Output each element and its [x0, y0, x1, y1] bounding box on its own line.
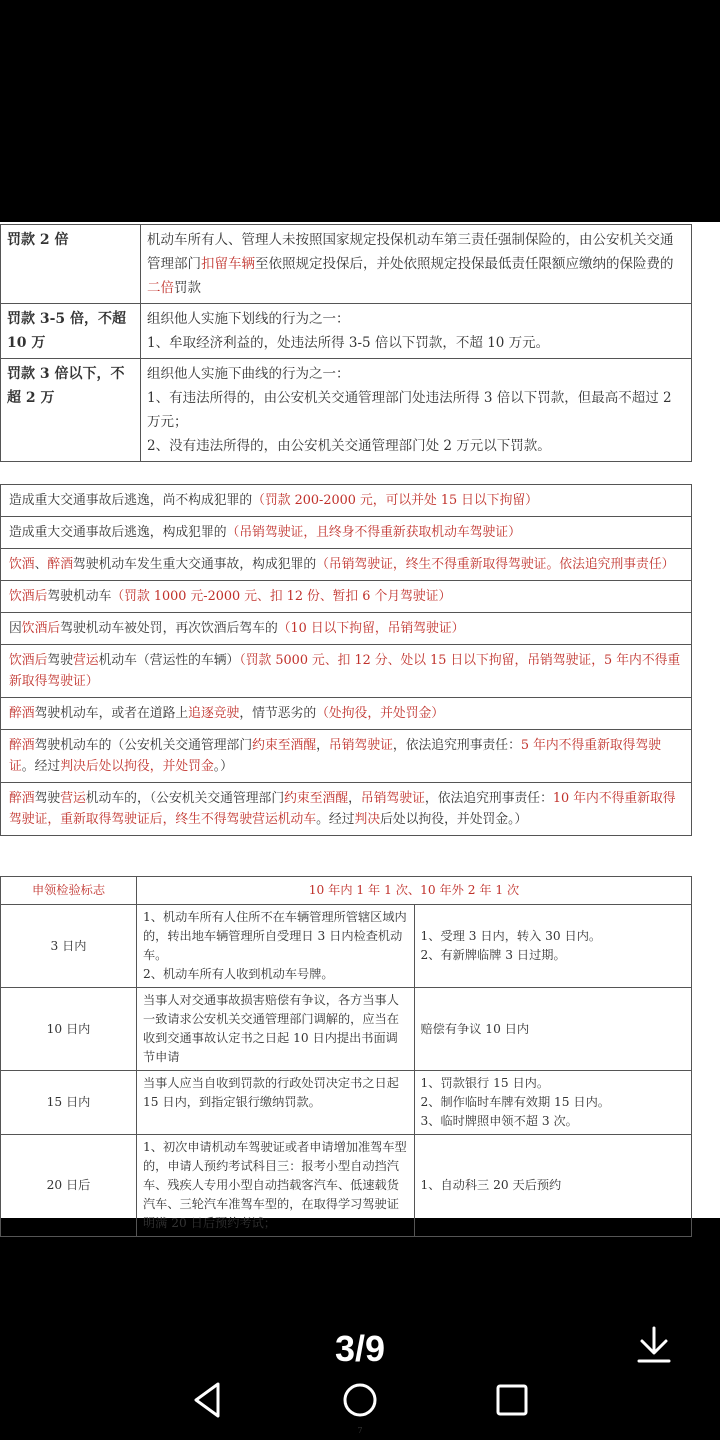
- highlight-text: 5 年内不得重新取得驾驶证: [9, 738, 662, 774]
- deadline-row: [1, 988, 692, 1071]
- summary-line: 1、自动科三 20 天后预约: [420, 1178, 562, 1192]
- download-icon[interactable]: [636, 1326, 672, 1364]
- body-text: 组织他人实施下划线的行为之一：: [147, 311, 350, 327]
- fine-row: [1, 359, 692, 462]
- back-triangle-icon[interactable]: [186, 1378, 230, 1422]
- body-text: 。经过: [316, 812, 355, 827]
- deadline-label-cell: 10 日内: [1, 988, 137, 1071]
- deadline-summary-cell: [414, 988, 692, 1071]
- highlight-text: 醉酒: [9, 791, 35, 806]
- highlight-text: 营运: [72, 653, 99, 668]
- summary-line: 2、制作临时车牌有效期 15 日内。: [420, 1095, 610, 1109]
- detail-line: 1、初次申请机动车驾驶证或者申请增加准驾车型的，申请人预约考试科目三：报考小型自动挡汽车、残疾人专用小型自动挡载客汽车、低速载货汽车、三轮汽车准驾车型的，在取得学习驾驶证明满 20 日后预约考试；: [143, 1140, 407, 1230]
- deadline-row: [1, 905, 692, 988]
- fine-type-cell: 罚款 2 倍: [1, 225, 141, 304]
- rule-row: [1, 698, 692, 730]
- highlight-text: 饮酒后: [9, 653, 48, 668]
- body-text: 驾驶: [47, 653, 73, 668]
- highlight-text: 饮酒后: [21, 621, 61, 636]
- fine-desc-cell: [141, 304, 692, 359]
- body-text: 驾驶机动车的（公安机关交通管理部门: [34, 738, 253, 753]
- body-text: 至依照规定投保后，并处依照规定投保最低责任限额应缴纳的保险费的: [255, 256, 674, 272]
- highlight-text: （10 日以下拘留，吊销驾驶证）: [277, 621, 465, 636]
- highlight-text: （罚款 5000 元、扣 12 分、处以 15 日以下拘留，吊销驾驶证，5 年内不得重新取得驾驶证）: [9, 653, 681, 689]
- recents-square-icon[interactable]: [490, 1378, 534, 1422]
- body-text: ，依法追究刑事责任：: [392, 738, 521, 753]
- highlight-text: 约束至酒醒: [284, 791, 349, 806]
- body-text: 。）: [213, 759, 233, 774]
- body-text: 2、没有违法所得的，由公安机关交通管理部门处 2 万元以下罚款。: [147, 438, 551, 454]
- deadline-summary-cell: [414, 1135, 692, 1237]
- body-text: 、: [34, 557, 48, 572]
- highlight-text: 营运: [60, 791, 86, 806]
- highlight-text: 吊销驾驶证: [360, 791, 425, 806]
- detail-line: 1、机动车所有人住所不在车辆管理所管辖区域内的，转出地车辆管理所自受理日 3 日内检查机动车。: [143, 910, 407, 962]
- header-cell-inspection: 申领检验标志: [1, 877, 137, 905]
- body-text: 。经过: [21, 759, 61, 774]
- body-text: 1、牟取经济利益的，处违法所得 3-5 倍以下罚款，不超 10 万元。: [147, 335, 550, 351]
- rule-row: [1, 730, 692, 783]
- fine-row: [1, 304, 692, 359]
- highlight-text: 判决后处以拘役，并处罚金: [60, 759, 214, 774]
- body-text: ，: [316, 738, 329, 753]
- rule-cell: [1, 698, 692, 730]
- highlight-text: 判决: [354, 812, 381, 827]
- rule-cell: [1, 613, 692, 645]
- deadline-row: [1, 1071, 692, 1135]
- highlight-text: （处拘役，并处罚金）: [316, 706, 445, 721]
- body-text: ，依法追究刑事责任：: [424, 791, 553, 806]
- fine-type-cell: 罚款 3 倍以下，不超 2 万: [1, 359, 141, 462]
- summary-line: 2、有新牌临牌 3 日过期。: [420, 948, 566, 962]
- highlight-text: 醉酒: [47, 557, 73, 572]
- page-counter: 3/9: [334, 1328, 386, 1369]
- system-nav-bar: [0, 1378, 720, 1422]
- body-text: 因: [9, 621, 22, 636]
- highlight-text: （罚款 200-2000 元，可以并处 15 日以下拘留）: [252, 493, 538, 508]
- detail-line: 2、机动车所有人收到机动车号牌。: [143, 967, 334, 981]
- rule-row: [1, 783, 692, 836]
- summary-line: 3、临时牌照申领不超 3 次。: [420, 1114, 578, 1128]
- body-text: 驾驶: [34, 791, 61, 806]
- rule-cell: [1, 485, 692, 517]
- highlight-text: 约束至酒醒: [252, 738, 317, 753]
- highlight-text: 饮酒: [9, 557, 35, 572]
- page-number: 7: [357, 1426, 363, 1435]
- rule-cell: [1, 730, 692, 783]
- highlight-text: 醉酒: [9, 706, 35, 721]
- fine-table: [0, 224, 692, 462]
- body-text: 驾驶机动车发生重大交通事故，构成犯罪的: [72, 557, 317, 572]
- body-text: 驾驶机动车: [47, 589, 112, 604]
- body-text: 机动车的，（公安机关交通管理部门: [85, 791, 285, 806]
- body-text: 罚款: [174, 280, 201, 296]
- rule-cell: [1, 549, 692, 581]
- highlight-text: 醉酒: [9, 738, 35, 753]
- deadline-summary-cell: [414, 1071, 692, 1135]
- body-text: 驾驶机动车被处罚，再次饮酒后驾车的: [60, 621, 278, 636]
- detail-line: 当事人应当自收到罚款的行政处罚决定书之日起 15 日内，到指定银行缴纳罚款。: [143, 1076, 399, 1109]
- highlight-text: （罚款 1000 元-2000 元、扣 12 份、暂扣 6 个月驾驶证）: [111, 589, 452, 604]
- body-text: 驾驶机动车，或者在道路上: [34, 706, 189, 721]
- rule-row: [1, 517, 692, 549]
- highlight-text: 追逐竞驶: [188, 706, 240, 721]
- fine-desc-cell: [141, 225, 692, 304]
- highlight-text: 二倍: [147, 280, 174, 296]
- rule-cell: [1, 581, 692, 613]
- highlight-text: 饮酒后: [9, 589, 48, 604]
- rule-cell: [1, 783, 692, 836]
- rule-cell: [1, 517, 692, 549]
- summary-line: 赔偿有争议 10 日内: [420, 1021, 530, 1036]
- body-text: 造成重大交通事故后逃逸，尚不构成犯罪的: [9, 493, 253, 508]
- highlight-text: 扣留车辆: [201, 256, 255, 272]
- drunk-driving-table: [0, 484, 692, 836]
- rule-row: [1, 613, 692, 645]
- deadline-detail-cell: [137, 1135, 415, 1237]
- deadline-summary-cell: [414, 905, 692, 988]
- deadline-label-cell: 3 日内: [1, 905, 137, 988]
- header-cell-frequency: 10 年内 1 年 1 次、10 年外 2 年 1 次: [137, 877, 692, 905]
- body-text: 后处以拘役，并处罚金。）: [380, 812, 528, 827]
- detail-line: 当事人对交通事故损害赔偿有争议，各方当事人一致请求公安机关交通管理部门调解的，应当在收到交通事故认定书之日起 10 日内提出书面调节申请: [143, 993, 399, 1064]
- deadline-detail-cell: [137, 905, 415, 988]
- highlight-text: 吊销驾驶证: [328, 738, 393, 753]
- rule-cell: [1, 645, 692, 698]
- fine-row: [1, 225, 692, 304]
- rule-row: [1, 645, 692, 698]
- deadline-table: [0, 876, 692, 1237]
- highlight-text: （吊销驾驶证，且终身不得重新获取机动车驾驶证）: [226, 525, 521, 540]
- highlight-text: 10 年内不得重新取得驾驶证，重新取得驾驶证后，终生不得驾驶营运机动车: [9, 791, 676, 827]
- highlight-text: （吊销驾驶证，终生不得重新取得驾驶证。依法追究刑事责任）: [316, 557, 675, 572]
- summary-line: 1、罚款银行 15 日内。: [420, 1076, 550, 1090]
- summary-line: 1、受理 3 日内，转入 30 日内。: [420, 929, 602, 943]
- fine-type-cell: 罚款 3-5 倍，不超 10 万: [1, 304, 141, 359]
- body-text: 机动车（营运性的车辆）: [98, 653, 240, 668]
- rule-row: [1, 485, 692, 517]
- body-text: ，: [348, 791, 361, 806]
- deadline-label-cell: 15 日内: [1, 1071, 137, 1135]
- body-text: 组织他人实施下曲线的行为之一：: [147, 366, 350, 382]
- deadline-detail-cell: [137, 1071, 415, 1135]
- deadline-header-row: [1, 877, 692, 905]
- body-text: 1、有违法所得的，由公安机关交通管理部门处违法所得 3 倍以下罚款，但最高不超过 2 万元；: [147, 390, 672, 430]
- body-text: 机动车所有人、管理人未按照国家规定投保机动车第三责任强制保险的，由公安机关交通管理部门: [147, 232, 674, 272]
- fine-desc-cell: [141, 359, 692, 462]
- body-text: 造成重大交通事故后逃逸，构成犯罪的: [9, 525, 227, 540]
- rule-row: [1, 549, 692, 581]
- deadline-row: [1, 1135, 692, 1237]
- deadline-detail-cell: [137, 988, 415, 1071]
- body-text: ，情节恶劣的: [239, 706, 317, 721]
- home-circle-icon[interactable]: [338, 1378, 382, 1422]
- deadline-label-cell: 20 日后: [1, 1135, 137, 1237]
- rule-row: [1, 581, 692, 613]
